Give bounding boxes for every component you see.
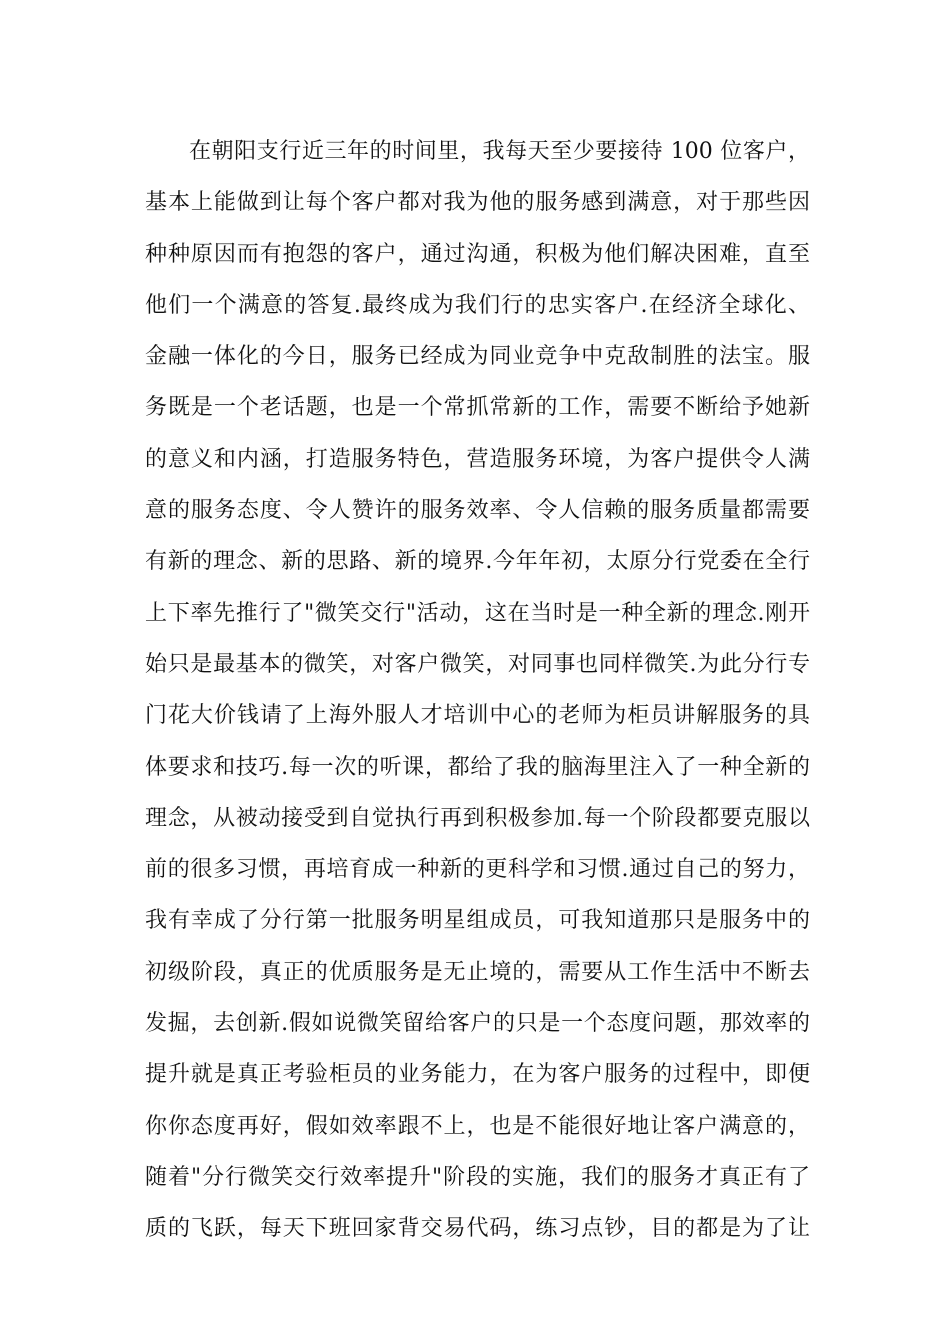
paragraph-line: 务既是一个老话题，也是一个常抓常新的工作，需要不断给予她新: [145, 395, 810, 421]
paragraph-line: 体要求和技巧.每一次的听课，都给了我的脑海里注入了一种全新的: [145, 754, 810, 780]
paragraph-line: 意的服务态度、令人赞许的服务效率、令人信赖的服务质量都需要: [145, 498, 810, 524]
paragraph-line: 有新的理念、新的思路、新的境界.今年年初，太原分行党委在全行: [145, 549, 810, 575]
paragraph-line: 种种原因而有抱怨的客户，通过沟通，积极为他们解决困难，直至: [145, 241, 810, 267]
paragraph-line: 他们一个满意的答复.最终成为我们行的忠实客户.在经济全球化、: [145, 292, 810, 318]
paragraph-line: 发掘，去创新.假如说微笑留给客户的只是一个态度问题，那效率的: [145, 1011, 810, 1037]
paragraph-line: 上下率先推行了"微笑交行"活动，这在当时是一种全新的理念.刚开: [145, 600, 810, 626]
paragraph-line: 初级阶段，真正的优质服务是无止境的，需要从工作生活中不断去: [145, 959, 810, 985]
paragraph-line: 质的飞跃，每天下班回家背交易代码，练习点钞，目的都是为了让: [145, 1216, 810, 1242]
paragraph-line: 随着"分行微笑交行效率提升"阶段的实施，我们的服务才真正有了: [145, 1164, 810, 1190]
paragraph-line: 在朝阳支行近三年的时间里，我每天至少要接待 100 位客户，: [189, 139, 810, 164]
body-paragraph: [145, 126, 810, 1255]
paragraph-line: 的意义和内涵，打造服务特色，营造服务环境，为客户提供令人满: [145, 446, 810, 472]
paragraph-line: 始只是最基本的微笑，对客户微笑，对同事也同样微笑.为此分行专: [145, 651, 810, 677]
paragraph-line: 前的很多习惯，再培育成一种新的更科学和习惯.通过自己的努力，: [145, 857, 810, 883]
paragraph-line: 理念，从被动接受到自觉执行再到积极参加.每一个阶段都要克服以: [145, 805, 810, 831]
paragraph-line: 我有幸成了分行第一批服务明星组成员，可我知道那只是服务中的: [145, 908, 810, 934]
paragraph-line: 你你态度再好，假如效率跟不上，也是不能很好地让客户满意的，: [145, 1113, 810, 1139]
paragraph-line: 基本上能做到让每个客户都对我为他的服务感到满意，对于那些因: [145, 190, 810, 216]
paragraph-line: 门花大价钱请了上海外服人才培训中心的老师为柜员讲解服务的具: [145, 703, 810, 729]
paragraph-line: 提升就是真正考验柜员的业务能力，在为客户服务的过程中，即便: [145, 1062, 810, 1088]
paragraph-line: 金融一体化的今日，服务已经成为同业竞争中克敌制胜的法宝。服: [145, 344, 810, 370]
